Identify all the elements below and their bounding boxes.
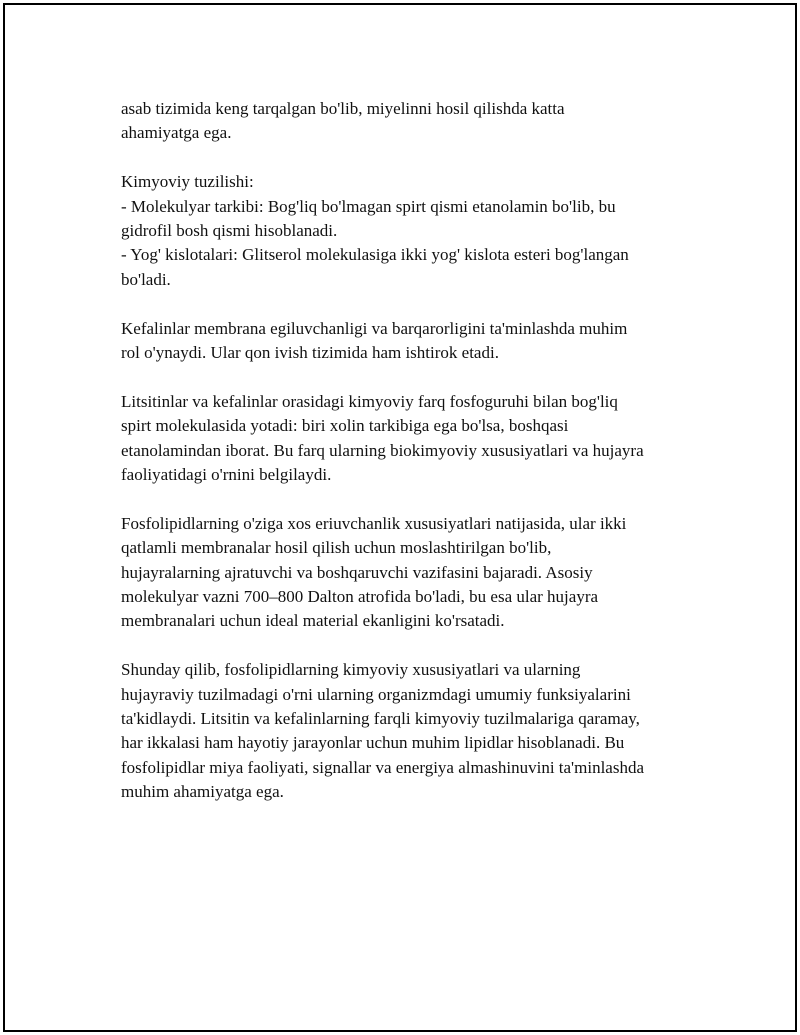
text-line: har ikkalasi ham hayotiy jarayonlar uchun muhim lipidlar hisoblanadi. Bu	[121, 733, 625, 753]
document-text	[121, 97, 721, 829]
list-item-line: gidrofil bosh qismi hisoblanadi.	[121, 221, 338, 241]
text-line: ahamiyatga ega.	[121, 123, 232, 143]
text-line: membranalari uchun ideal material ekanligini ko'rsatadi.	[121, 611, 505, 631]
text-line: etanolamindan iborat. Bu farq ularning biokimyoviy xususiyatlari va hujayra	[121, 440, 644, 460]
section-heading: Kimyoviy tuzilishi:	[121, 172, 254, 192]
text-line: ta'kidlaydi. Litsitin va kefalinlarning farqli kimyoviy tuzilmalariga qaramay,	[121, 709, 640, 729]
text-line: spirt molekulasida yotadi: biri xolin tarkibiga ega bo'lsa, boshqasi	[121, 416, 569, 436]
text-line: fosfolipidlar miya faoliyati, signallar va energiya almashinuvini ta'minlashda	[121, 757, 644, 777]
text-line: rol o'ynaydi. Ular qon ivish tizimida ham ishtirok etadi.	[121, 343, 499, 363]
text-line: muhim ahamiyatga ega.	[121, 782, 284, 802]
text-line: Kefalinlar membrana egiluvchanligi va barqarorligini ta'minlashda muhim	[121, 318, 628, 338]
text-line: qatlamli membranalar hosil qilish uchun moslashtirilgan bo'lib,	[121, 538, 552, 558]
text-line: molekulyar vazni 700–800 Dalton atrofida bo'ladi, bu esa ular hujayra	[121, 587, 599, 607]
paragraph-5	[121, 512, 721, 634]
document-page	[3, 3, 797, 1032]
text-line: hujayraviy tuzilmadagi o'rni ularning organizmdagi umumiy funksiyalarini	[121, 684, 631, 704]
list-item-line: - Molekulyar tarkibi: Bog'liq bo'lmagan spirt qismi etanolamin bo'lib, bu	[121, 196, 616, 216]
text-line: asab tizimida keng tarqalgan bo'lib, miyelinni hosil qilishda katta	[121, 99, 565, 118]
paragraph-1	[121, 97, 721, 146]
text-line: faoliyatidagi o'rnini belgilaydi.	[121, 465, 332, 485]
text-line: Shunday qilib, fosfolipidlarning kimyoviy xususiyatlari va ularning	[121, 660, 581, 680]
list-item-line: bo'ladi.	[121, 269, 171, 289]
text-line: Litsitinlar va kefalinlar orasidagi kimyoviy farq fosfoguruhi bilan bog'liq	[121, 391, 618, 411]
paragraph-6	[121, 658, 721, 804]
list-item-line: - Yog' kislotalari: Glitserol molekulasiga ikki yog' kislota esteri bog'langan	[121, 245, 629, 265]
paragraph-3	[121, 317, 721, 366]
paragraph-2	[121, 170, 721, 292]
text-line: hujayralarning ajratuvchi va boshqaruvchi vazifasini bajaradi. Asosiy	[121, 562, 593, 582]
text-line: Fosfolipidlarning o'ziga xos eriuvchanlik xususiyatlari natijasida, ular ikki	[121, 513, 627, 533]
paragraph-4	[121, 390, 721, 488]
